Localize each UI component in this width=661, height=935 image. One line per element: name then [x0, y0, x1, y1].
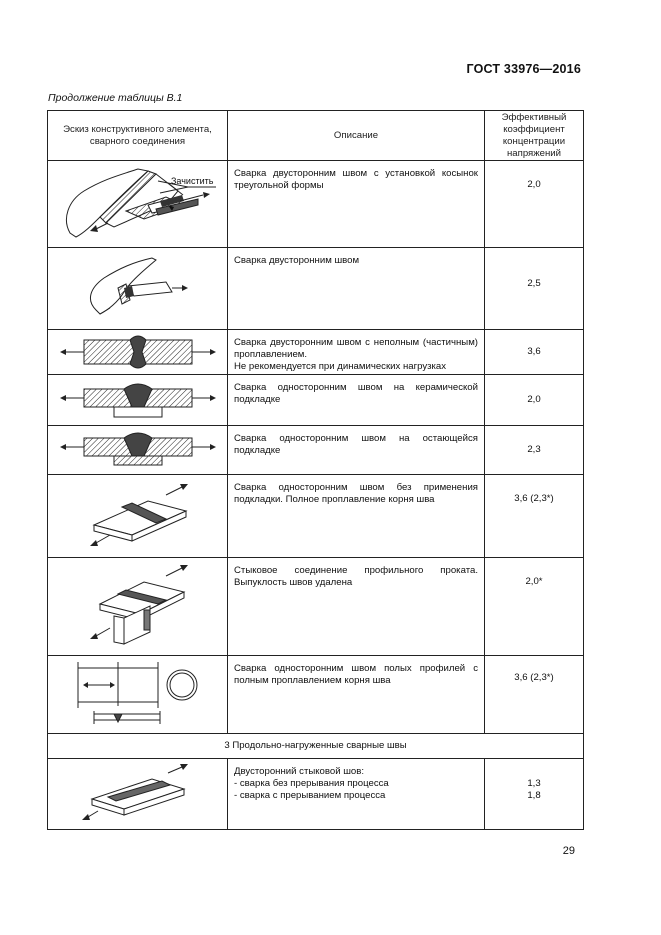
coefficient-value: 1,3: [527, 778, 541, 789]
table-row: [48, 759, 584, 830]
row-description: Сварка односторонним швом полых профилей с полным проплавлением корня шва: [228, 656, 485, 734]
coefficient-table: [47, 110, 584, 830]
row-coefficient: 3,6 (2,3*): [485, 656, 584, 734]
row-description: Сварка односторонним швом на керамической подкладке: [228, 375, 485, 426]
page-number: 29: [562, 845, 575, 857]
sketch-ceramic-backing: [48, 375, 228, 426]
row-coefficient: 3,6 (2,3*): [485, 475, 584, 558]
row-description: [228, 330, 485, 375]
document-code: ГОСТ 33976—2016: [466, 62, 581, 76]
sketch-double-sided-weld: [48, 248, 228, 330]
sketch-permanent-backing: [48, 426, 228, 475]
row-coefficient: 2,5: [485, 248, 584, 330]
row-description: Сварка двусторонним швом: [228, 248, 485, 330]
row-coefficient: 2,0: [485, 161, 584, 248]
sketch-label-clean: Зачистить: [171, 176, 214, 186]
table-caption: Продолжение таблицы В.1: [48, 92, 183, 104]
table-row: [48, 558, 584, 656]
table-row: [48, 656, 584, 734]
row-coefficient: [485, 759, 584, 830]
section-heading-row: [48, 734, 584, 759]
row-coefficient: 2,0*: [485, 558, 584, 656]
sketch-hollow-sections: [48, 656, 228, 734]
table-row: [48, 248, 584, 330]
sketch-longitudinal-weld: [48, 759, 228, 830]
row-description: Сварка односторонним швом на остающейся подкладке: [228, 426, 485, 475]
table-row: [48, 426, 584, 475]
header-coefficient: Эффективный коэффициент концентрации напряжений: [485, 111, 584, 161]
sketch-gusset-weld: [48, 161, 228, 248]
coefficient-value: 1,8: [527, 790, 541, 801]
row-description: Стыковое соединение профильного проката. Выпуклость швов удалена: [228, 558, 485, 656]
description-line: - сварка без прерывания процесса: [234, 778, 389, 789]
row-description: Сварка односторонним швом без применения подкладки. Полное проплавление корня шва: [228, 475, 485, 558]
table-row: [48, 161, 584, 248]
description-line: Не рекомендуется при динамических нагрузках: [234, 361, 447, 372]
sketch-no-backing: [48, 475, 228, 558]
row-coefficient: 2,3: [485, 426, 584, 475]
table-row: [48, 375, 584, 426]
table-row: [48, 475, 584, 558]
sketch-profile-butt-joint: [48, 558, 228, 656]
description-line: Сварка двусторонним швом с неполным (частичным) проплавлением.: [234, 337, 478, 360]
row-coefficient: 2,0: [485, 375, 584, 426]
row-description: Сварка двусторонним швом с установкой косынок треугольной формы: [228, 161, 485, 248]
row-coefficient: 3,6: [485, 330, 584, 375]
description-line: - сварка с прерыванием процесса: [234, 790, 386, 801]
header-description: Описание: [228, 111, 485, 161]
row-description: [228, 759, 485, 830]
header-sketch: Эскиз конструктивного элемента, сварного соединения: [48, 111, 228, 161]
section-title: 3 Продольно-нагруженные сварные швы: [48, 734, 584, 759]
sketch-partial-penetration: [48, 330, 228, 375]
table-header-row: [48, 111, 584, 161]
description-line: Двусторонний стыковой шов:: [234, 766, 365, 777]
table-row: [48, 330, 584, 375]
